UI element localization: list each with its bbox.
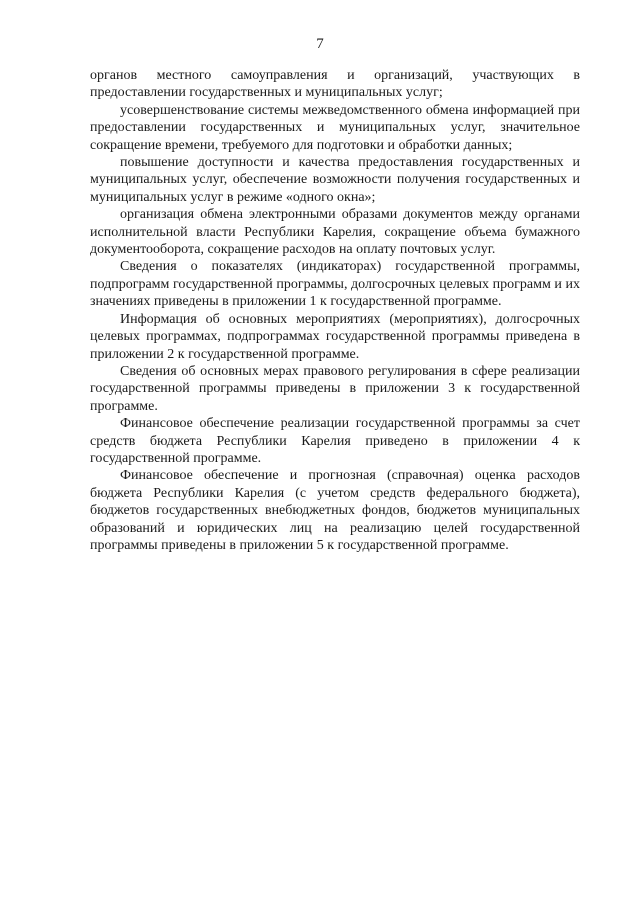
paragraph-item: усовершенствование системы межведомственного обмена информацией при предоставлении государственных и муниципальных услуг, значительное сокращение времени, требуемого для подготовки и обработки данных;: [90, 102, 580, 153]
paragraph-item: Сведения об основных мерах правового регулирования в сфере реализации государственной программы приведены в приложении 3 к государственной программе.: [90, 363, 580, 414]
paragraph-item: Информация об основных мероприятиях (мероприятиях), долгосрочных целевых программах, подпрограммах государственной программы приведена в приложении 2 к государственной программе.: [90, 311, 580, 362]
paragraph-item: Сведения о показателях (индикаторах) государственной программы, подпрограмм государственной программы, долгосрочных целевых программ и их значениях приведены в приложении 1 к государственной программе.: [90, 259, 580, 310]
page-number: 7: [316, 36, 324, 52]
paragraph-item: Финансовое обеспечение и прогнозная (справочная) оценка расходов бюджета Республики Карелия (с учетом средств федерального бюджета), бюджетов государственных внебюджетных фондов, бюджетов муниципальных образований и юридических лиц на реализацию целей государственной программы приведены в приложении 5 к государственной программе.: [90, 468, 580, 553]
paragraph-item: повышение доступности и качества предоставления государственных и муниципальных услуг, обеспечение возможности получения государственных и муниципальных услуг в режиме «одного окна»;: [90, 155, 580, 205]
paragraph-item: Финансовое обеспечение реализации государственной программы за счет средств бюджета Республики Карелия приведено в приложении 4 к государственной программе.: [90, 416, 580, 466]
document-body: [90, 67, 580, 554]
paragraph-continuation: органов местного самоуправления и организаций, участвующих в предоставлении государственных и муниципальных услуг;: [90, 68, 580, 101]
paragraph-item: организация обмена электронными образами документов между органами исполнительной власти Республики Карелия, сокращение объема бумажного документооборота, сокращение расходов на оплату почтовых услуг.: [90, 207, 580, 258]
